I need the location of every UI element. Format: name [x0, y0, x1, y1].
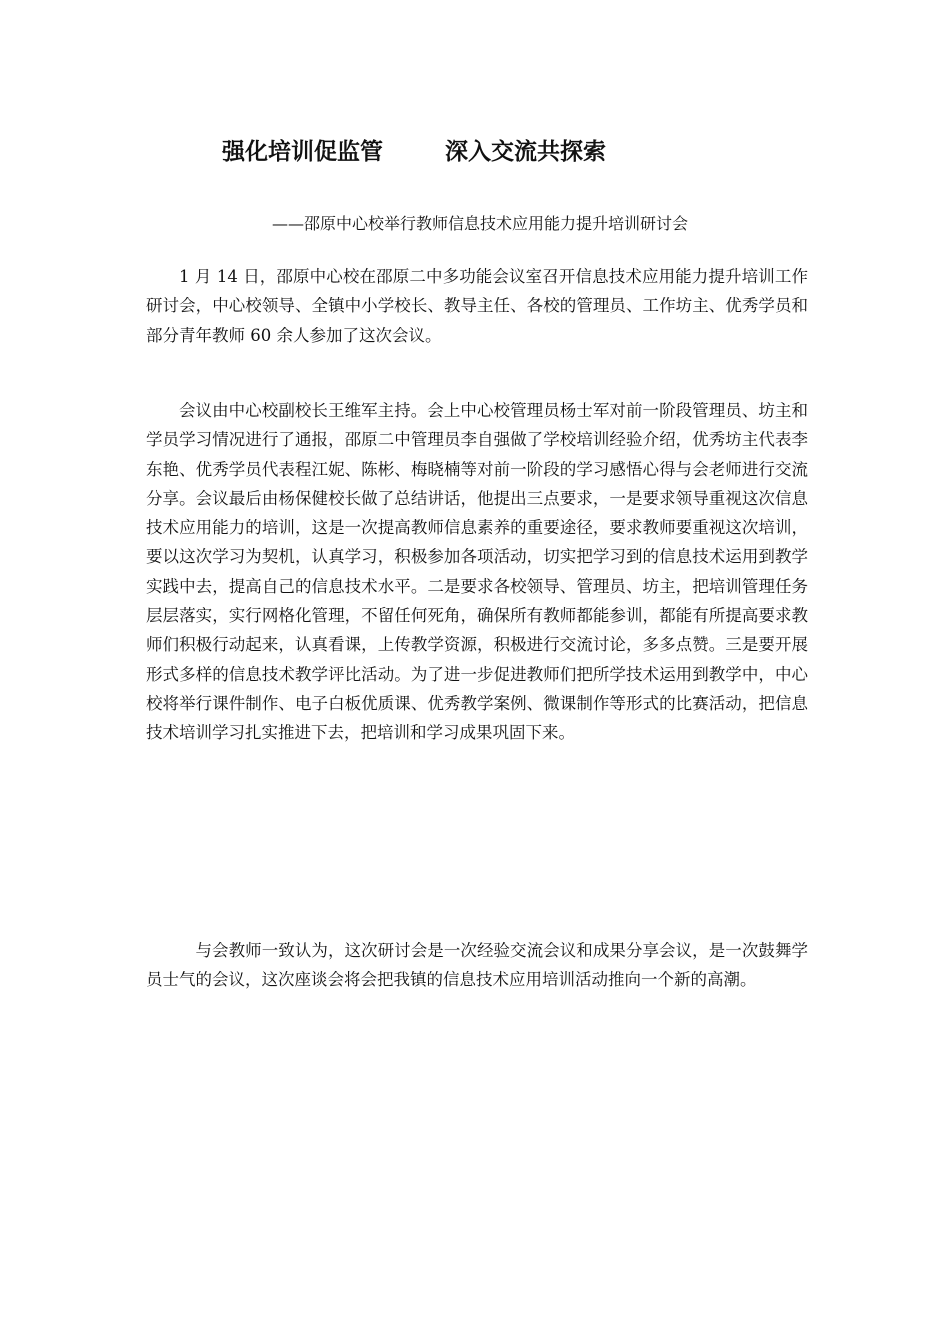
- document-title: [222, 134, 742, 170]
- paragraph-1: 1 月 14 日，邵原中心校在邵原二中多功能会议室召开信息技术应用能力提升培训工作研讨会，中心校领导、全镇中小学校长、教导主任、各校的管理员、工作坊主、优秀学员和部分青年教师 60 余人参加了这次会议。: [146, 267, 808, 345]
- paragraph-2: 会议由中心校副校长王维军主持。会上中心校管理员杨士军对前一阶段管理员、坊主和学员学习情况进行了通报，邵原二中管理员李自强做了学校培训经验介绍，优秀坊主代表李东艳、优秀学员代表程江妮、陈彬、梅晓楠等对前一阶段的学习感悟心得与会老师进行交流分享。会议最后由杨保健校长做了总结讲话，他提出三点要求，一是要求领导重视这次信息技术应用能力的培训，这是一次提高教师信息素养的重要途径，要求教师要重视这次培训，要以这次学习为契机，认真学习，积极参加各项活动，切实把学习到的信息技术运用到教学实践中去，提高自己的信息技术水平。二是要求各校领导、管理员、坊主，把培训管理任务层层落实，实行网格化管理，不留任何死角，确保所有教师都能参训，都能有所提高要求教师们积极行动起来，认真看课，上传教学资源，积极进行交流讨论，多多点赞。三是要开展形式多样的信息技术教学评比活动。为了进一步促进教师们把所学技术运用到教学中，中心校将举行课件制作、电子白板优质课、优秀教学案例、微课制作等形式的比赛活动，把信息技术培训学习扎实推进下去，把培训和学习成果巩固下来。: [146, 401, 808, 743]
- paragraph-3: 与会教师一致认为，这次研讨会是一次经验交流会议和成果分享会议，是一次鼓舞学员士气的会议，这次座谈会将会把我镇的信息技术应用培训活动推向一个新的高潮。: [146, 941, 808, 990]
- title-part-2: 深入交流共探索: [445, 139, 606, 165]
- title-part-1: 强化培训促监管: [222, 139, 383, 165]
- document-subtitle: ——邵原中心校举行教师信息技术应用能力提升培训研讨会: [272, 214, 689, 233]
